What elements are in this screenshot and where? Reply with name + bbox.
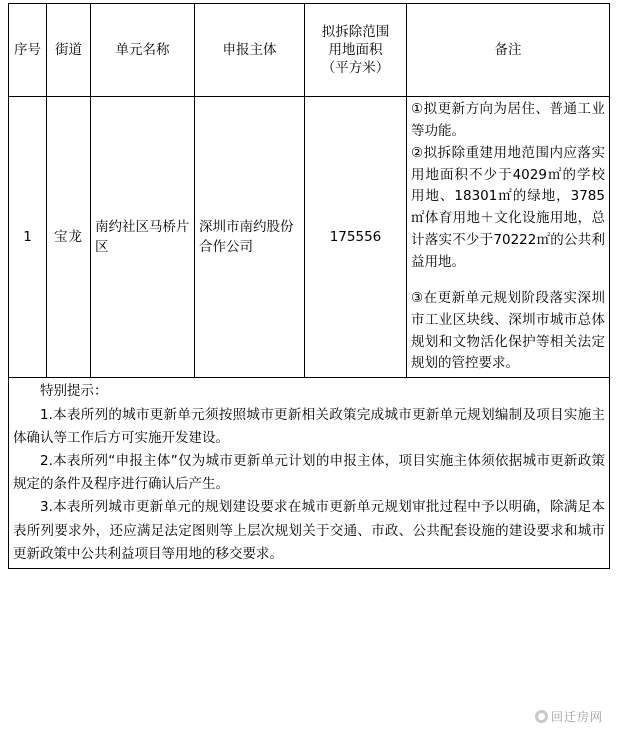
header-area-line-3: （平方米） [321,60,390,77]
document-page [0,3,617,751]
cell-area: 175556 [305,97,407,378]
table-row [9,97,610,378]
header-cell-seq: 序号 [9,4,47,97]
note-item-3: 3.本表所列城市更新单元的规划建设要求在城市更新单元规划审批过程中予以明确，除满足本表所列要求外，还应满足法定图则等上层次规划关于交通、市政、公共配套设施的建设要求和城市更新政策中公共利益项目等用地的移交要求。 [13,499,605,562]
cell-unit-name: 南约社区马桥片区 [91,97,195,378]
table-notes-row [9,378,610,569]
header-cell-subject: 申报主体 [195,4,305,97]
header-area-line-1: 拟拆除范围 [321,23,390,40]
header-cell-unit-name: 单元名称 [91,4,195,97]
header-area-line-2: 用地面积 [328,41,383,58]
remark-paragraph-3: ③在更新单元规划阶段落实深圳市工业区块线、深圳市城市总体规划和文物活化保护等相关法定规划的管控要求。 [411,289,605,372]
watermark [535,708,603,725]
remark-paragraph-2: ②拟拆除重建用地范围内应落实用地面积不少于4029㎡的学校用地、18301㎡的绿地，3785㎡体育用地＋文化设施用地，总计落实不少于70222㎡的公共利益用地。 [411,144,605,271]
cell-street: 宝龙 [47,97,91,378]
table-body [9,97,610,569]
notes-title: 特别提示： [40,383,108,400]
table-header [9,4,610,97]
circle-logo-icon [535,710,548,723]
table-header-row [9,4,610,97]
header-cell-area [305,4,407,97]
note-item-2: 2.本表所列“申报主体”仅为城市更新单元计划的申报主体，项目实施主体须依据城市更新政策规定的条件及程序进行确认后产生。 [13,452,605,493]
cell-seq: 1 [9,97,47,378]
special-notes-cell [9,378,610,569]
urban-renewal-table [8,3,610,569]
cell-remark [407,97,610,378]
remark-paragraph-1: ①拟更新方向为居住、普通工业等功能。 [411,101,605,139]
header-cell-remark: 备注 [407,4,610,97]
cell-subject: 深圳市南约股份合作公司 [195,97,305,378]
note-item-1: 1.本表所列的城市更新单元须按照城市更新相关政策完成城市更新单元规划编制及项目实施主体确认等工作后方可实施开发建设。 [13,406,605,446]
watermark-label: 回迁房网 [550,710,603,724]
header-cell-street: 街道 [47,4,91,97]
